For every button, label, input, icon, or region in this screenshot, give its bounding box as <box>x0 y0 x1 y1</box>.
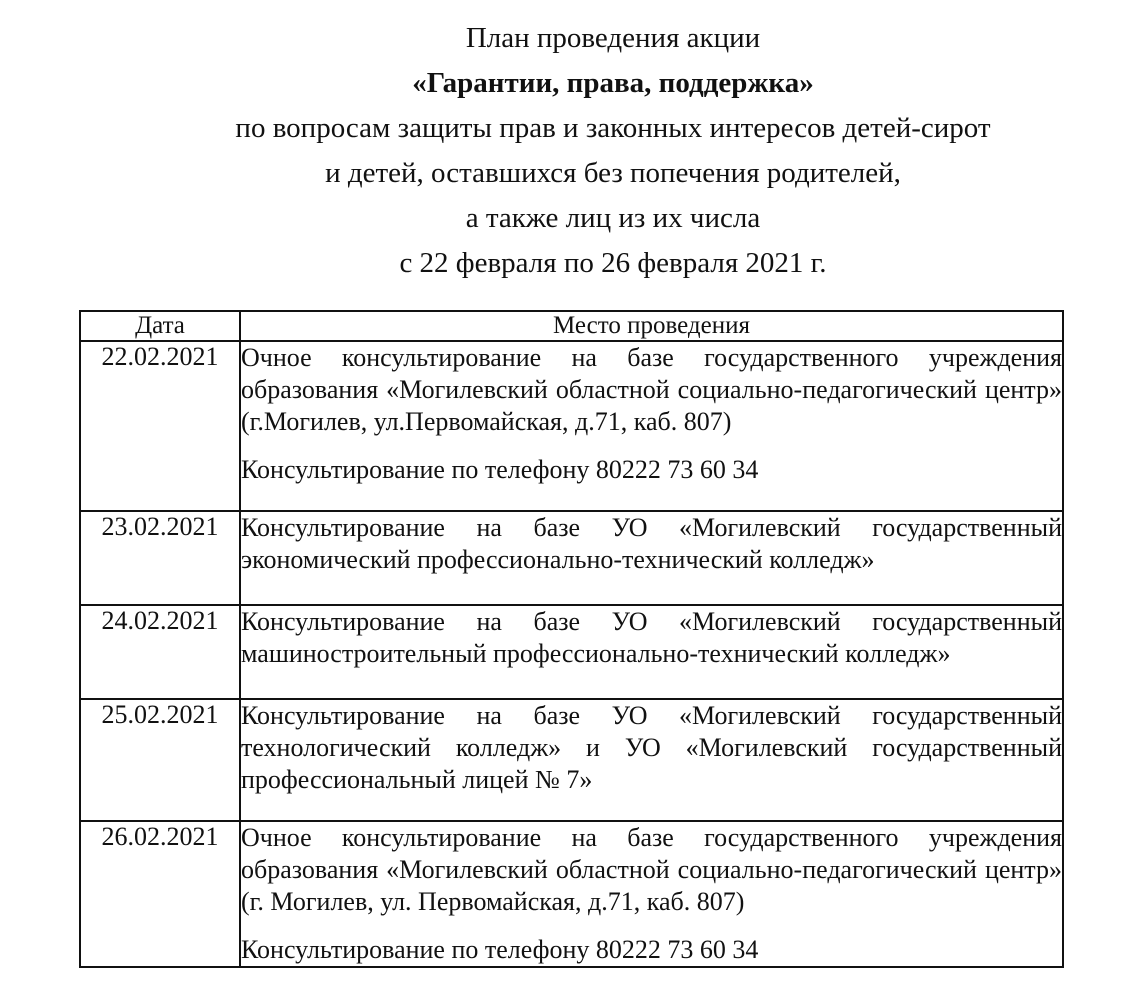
subtitle-line: по вопросам защиты прав и законных интересов детей-сирот <box>235 112 991 144</box>
row-place <box>240 511 1063 605</box>
row-place <box>240 605 1063 699</box>
row-place <box>240 821 1063 967</box>
subtitle-line: а также лиц из их числа <box>465 202 761 234</box>
place-description: Очное консультирование на базе государственного учреждения образования «Могилевский областной социально-педагогический центр» (г. Могилев, ул. Первомайская, д.71, каб. 807) <box>241 823 1062 916</box>
subtitle-line: и детей, оставшихся без попечения родителей, <box>325 157 901 189</box>
date-range: с 22 февраля по 26 февраля 2021 г. <box>399 247 827 279</box>
table-row <box>80 821 1063 967</box>
row-date: 23.02.2021 <box>80 511 240 605</box>
row-date: 26.02.2021 <box>80 821 240 967</box>
phone-consultation: Консультирование по телефону 80222 73 60 34 <box>241 935 759 964</box>
campaign-name: «Гарантии, права, поддержка» <box>412 67 814 99</box>
row-place <box>240 699 1063 821</box>
column-header-place: Место проведения <box>240 311 1063 341</box>
column-header-date: Дата <box>80 311 240 341</box>
schedule-table <box>79 310 1064 968</box>
place-description: Консультирование на базе УО «Могилевский государственный экономический профессионально-технический колледж» <box>241 513 1062 574</box>
row-date: 22.02.2021 <box>80 341 240 511</box>
place-description: Консультирование на базе УО «Могилевский государственный технологический колледж» и УО «Могилевский государственный профессиональный лицей № 7» <box>241 701 1062 794</box>
row-date: 24.02.2021 <box>80 605 240 699</box>
document-title-block <box>0 16 1140 286</box>
place-description: Консультирование на базе УО «Могилевский государственный машиностроительный профессионально-технический колледж» <box>241 607 1062 668</box>
place-description: Очное консультирование на базе государственного учреждения образования «Могилевский областной социально-педагогический центр» (г.Могилев, ул.Первомайская, д.71, каб. 807) <box>241 343 1062 436</box>
table-header-row <box>80 311 1063 341</box>
table-row <box>80 341 1063 511</box>
table-row <box>80 511 1063 605</box>
row-date: 25.02.2021 <box>80 699 240 821</box>
title-line: План проведения акции <box>465 22 761 54</box>
table-row <box>80 699 1063 821</box>
table-row <box>80 605 1063 699</box>
phone-consultation: Консультирование по телефону 80222 73 60 34 <box>241 455 759 484</box>
row-place <box>240 341 1063 511</box>
